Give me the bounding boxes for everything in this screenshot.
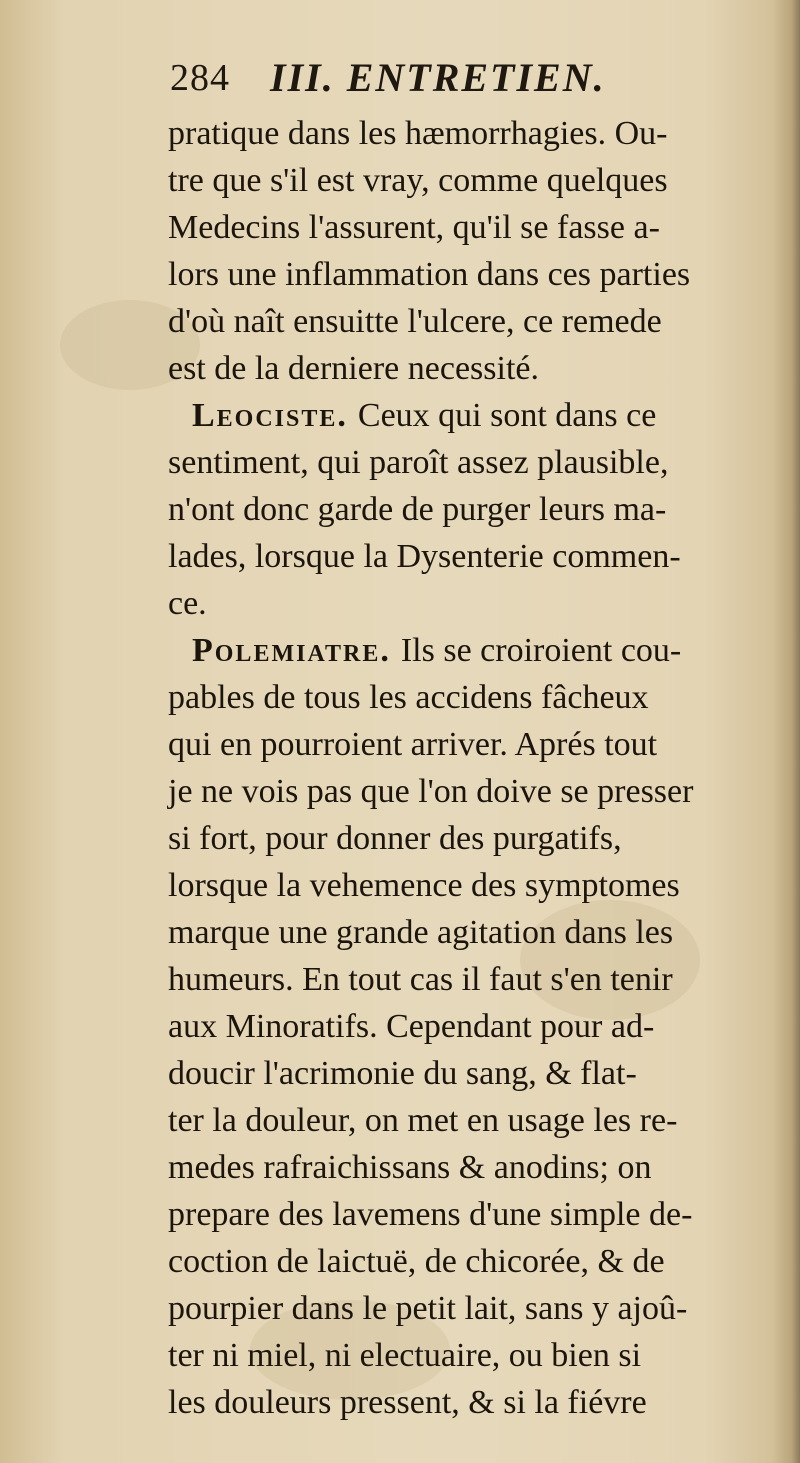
line-text: pourpier dans le petit lait, sans y ajoû- xyxy=(168,1290,688,1327)
line-text: les douleurs pressent, & si la fiévre xyxy=(168,1384,647,1421)
text-line xyxy=(168,956,768,1003)
text-line xyxy=(168,1285,768,1332)
line-text: Ceux qui sont dans ce xyxy=(357,397,657,434)
text-line xyxy=(168,1097,768,1144)
line-text: tre que s'il est vray, comme quelques xyxy=(168,162,668,199)
line-text: prepare des lavemens d'une simple de- xyxy=(168,1196,693,1233)
page-edge-shadow xyxy=(772,0,800,1463)
speaker-name: Leociste. xyxy=(192,397,348,434)
line-text: medes rafraichissans & anodins; on xyxy=(168,1149,652,1186)
page-header xyxy=(170,48,750,108)
text-line xyxy=(168,815,768,862)
line-text: doucir l'acrimonie du sang, & flat- xyxy=(168,1055,637,1092)
text-line xyxy=(168,110,768,157)
text-line xyxy=(168,439,768,486)
line-text: je ne vois pas que l'on doive se presser xyxy=(168,773,694,810)
text-line xyxy=(168,909,768,956)
body-text xyxy=(168,110,768,1426)
line-text: lorsque la vehemence des symptomes xyxy=(168,867,680,904)
line-text: marque une grande agitation dans les xyxy=(168,914,674,951)
line-text: sentiment, qui paroît assez plausible, xyxy=(168,444,669,481)
line-text: ce. xyxy=(168,585,207,622)
text-line xyxy=(168,533,768,580)
text-line xyxy=(168,1238,768,1285)
line-text: humeurs. En tout cas il faut s'en tenir xyxy=(168,961,673,998)
running-title: III. ENTRETIEN. xyxy=(270,55,606,100)
line-text: ter la douleur, on met en usage les re- xyxy=(168,1102,678,1139)
line-text: Medecins l'assurent, qu'il se fasse a- xyxy=(168,209,660,246)
line-text: n'ont donc garde de purger leurs ma- xyxy=(168,491,667,528)
line-text: pratique dans les hæmorrhagies. Ou- xyxy=(168,115,668,152)
text-line xyxy=(168,298,768,345)
text-line xyxy=(168,1003,768,1050)
text-line xyxy=(168,1050,768,1097)
line-text: pables de tous les accidens fâcheux xyxy=(168,679,649,716)
line-text: lades, lorsque la Dysenterie commen- xyxy=(168,538,681,575)
text-line xyxy=(168,768,768,815)
line-text: d'où naît ensuitte l'ulcere, ce remede xyxy=(168,303,662,340)
text-line xyxy=(168,486,768,533)
speaker-name: Polemiatre. xyxy=(192,632,391,669)
line-text: qui en pourroient arriver. Aprés tout xyxy=(168,726,658,763)
line-text: ter ni miel, ni electuaire, ou bien si xyxy=(168,1337,642,1374)
text-line xyxy=(168,1332,768,1379)
text-line xyxy=(168,392,768,439)
line-text: Ils se croiroient cou- xyxy=(400,632,682,669)
line-text: coction de laictuë, de chicorée, & de xyxy=(168,1243,665,1280)
line-text: est de la derniere necessité. xyxy=(168,350,539,387)
text-line xyxy=(168,674,768,721)
text-line xyxy=(168,580,768,627)
text-line xyxy=(168,1144,768,1191)
line-text: aux Minoratifs. Cependant pour ad- xyxy=(168,1008,655,1045)
line-text: si fort, pour donner des purgatifs, xyxy=(168,820,622,857)
text-line xyxy=(168,1191,768,1238)
page-number: 284 xyxy=(170,57,230,99)
text-line xyxy=(168,251,768,298)
text-line xyxy=(168,627,768,674)
text-line xyxy=(168,862,768,909)
text-line xyxy=(168,204,768,251)
text-line xyxy=(168,1379,768,1426)
text-line xyxy=(168,157,768,204)
text-line xyxy=(168,345,768,392)
line-text: lors une inflammation dans ces parties xyxy=(168,256,691,293)
text-line xyxy=(168,721,768,768)
